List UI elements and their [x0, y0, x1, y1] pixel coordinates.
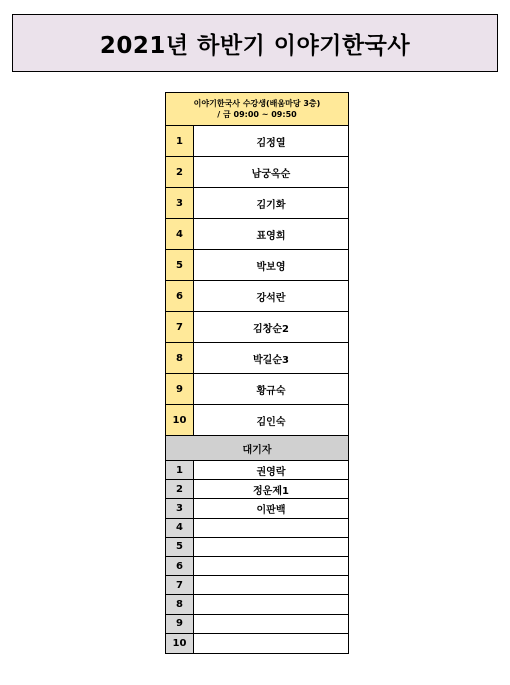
waitlist-header: 대기자	[166, 436, 348, 461]
student-name: 박길순3	[253, 354, 289, 366]
roster-table	[165, 92, 349, 654]
student-number: 10	[166, 405, 194, 435]
student-name: 김창순2	[253, 323, 289, 335]
page-title: 2021년 하반기 이야기한국사	[99, 32, 411, 59]
student-number: 4	[166, 219, 194, 249]
waitlist-name	[194, 519, 348, 537]
waitlist-number: 6	[166, 557, 194, 575]
class-header	[166, 93, 348, 126]
student-row	[166, 219, 348, 250]
student-number: 1	[166, 126, 194, 156]
waitlist-row	[166, 595, 348, 614]
waitlist-row	[166, 557, 348, 576]
waitlist-row	[166, 615, 348, 634]
student-row	[166, 250, 348, 281]
waitlist-name: 이판백	[256, 504, 286, 516]
student-number: 5	[166, 250, 194, 280]
waitlist-row	[166, 461, 348, 480]
waitlist-number: 10	[166, 634, 194, 653]
waitlist-name	[194, 595, 348, 613]
student-row	[166, 374, 348, 405]
student-number: 6	[166, 281, 194, 311]
waitlist-row	[166, 538, 348, 557]
waitlist-number: 5	[166, 538, 194, 556]
student-row	[166, 188, 348, 219]
waitlist-row	[166, 634, 348, 653]
title-banner	[12, 14, 498, 72]
waitlist-row	[166, 499, 348, 518]
waitlist-name	[194, 634, 348, 653]
waitlist-name: 권영락	[256, 466, 286, 478]
student-row	[166, 157, 348, 188]
student-name: 강석란	[256, 292, 286, 304]
student-name: 박보영	[256, 261, 286, 273]
waitlist-name	[194, 615, 348, 633]
student-row	[166, 281, 348, 312]
waitlist-number: 8	[166, 595, 194, 613]
waitlist-number: 1	[166, 461, 194, 479]
class-header-line2: / 금 09:00 ~ 09:50	[217, 110, 297, 119]
class-header-line1: 이야기한국사 수강생(배움마당 3층)	[193, 99, 321, 108]
waitlist-row	[166, 519, 348, 538]
student-name: 표영희	[256, 230, 286, 242]
waitlist-row	[166, 480, 348, 499]
student-name: 남궁옥순	[251, 168, 291, 180]
student-row	[166, 405, 348, 436]
student-name: 김기화	[256, 199, 286, 211]
student-number: 3	[166, 188, 194, 218]
student-number: 7	[166, 312, 194, 342]
student-name: 황규숙	[256, 385, 286, 397]
student-number: 9	[166, 374, 194, 404]
waitlist-row	[166, 576, 348, 595]
waitlist-number: 4	[166, 519, 194, 537]
student-number: 2	[166, 157, 194, 187]
student-number: 8	[166, 343, 194, 373]
waitlist-name	[194, 576, 348, 594]
student-row	[166, 312, 348, 343]
student-name: 김정열	[256, 137, 286, 149]
student-row	[166, 343, 348, 374]
student-row	[166, 126, 348, 157]
waitlist-number: 2	[166, 480, 194, 498]
waitlist-number: 7	[166, 576, 194, 594]
waitlist-name: 정운제1	[253, 485, 289, 497]
waitlist-number: 3	[166, 499, 194, 517]
waitlist-number: 9	[166, 615, 194, 633]
student-name: 김인숙	[256, 416, 286, 428]
waitlist-name	[194, 557, 348, 575]
waitlist-name	[194, 538, 348, 556]
